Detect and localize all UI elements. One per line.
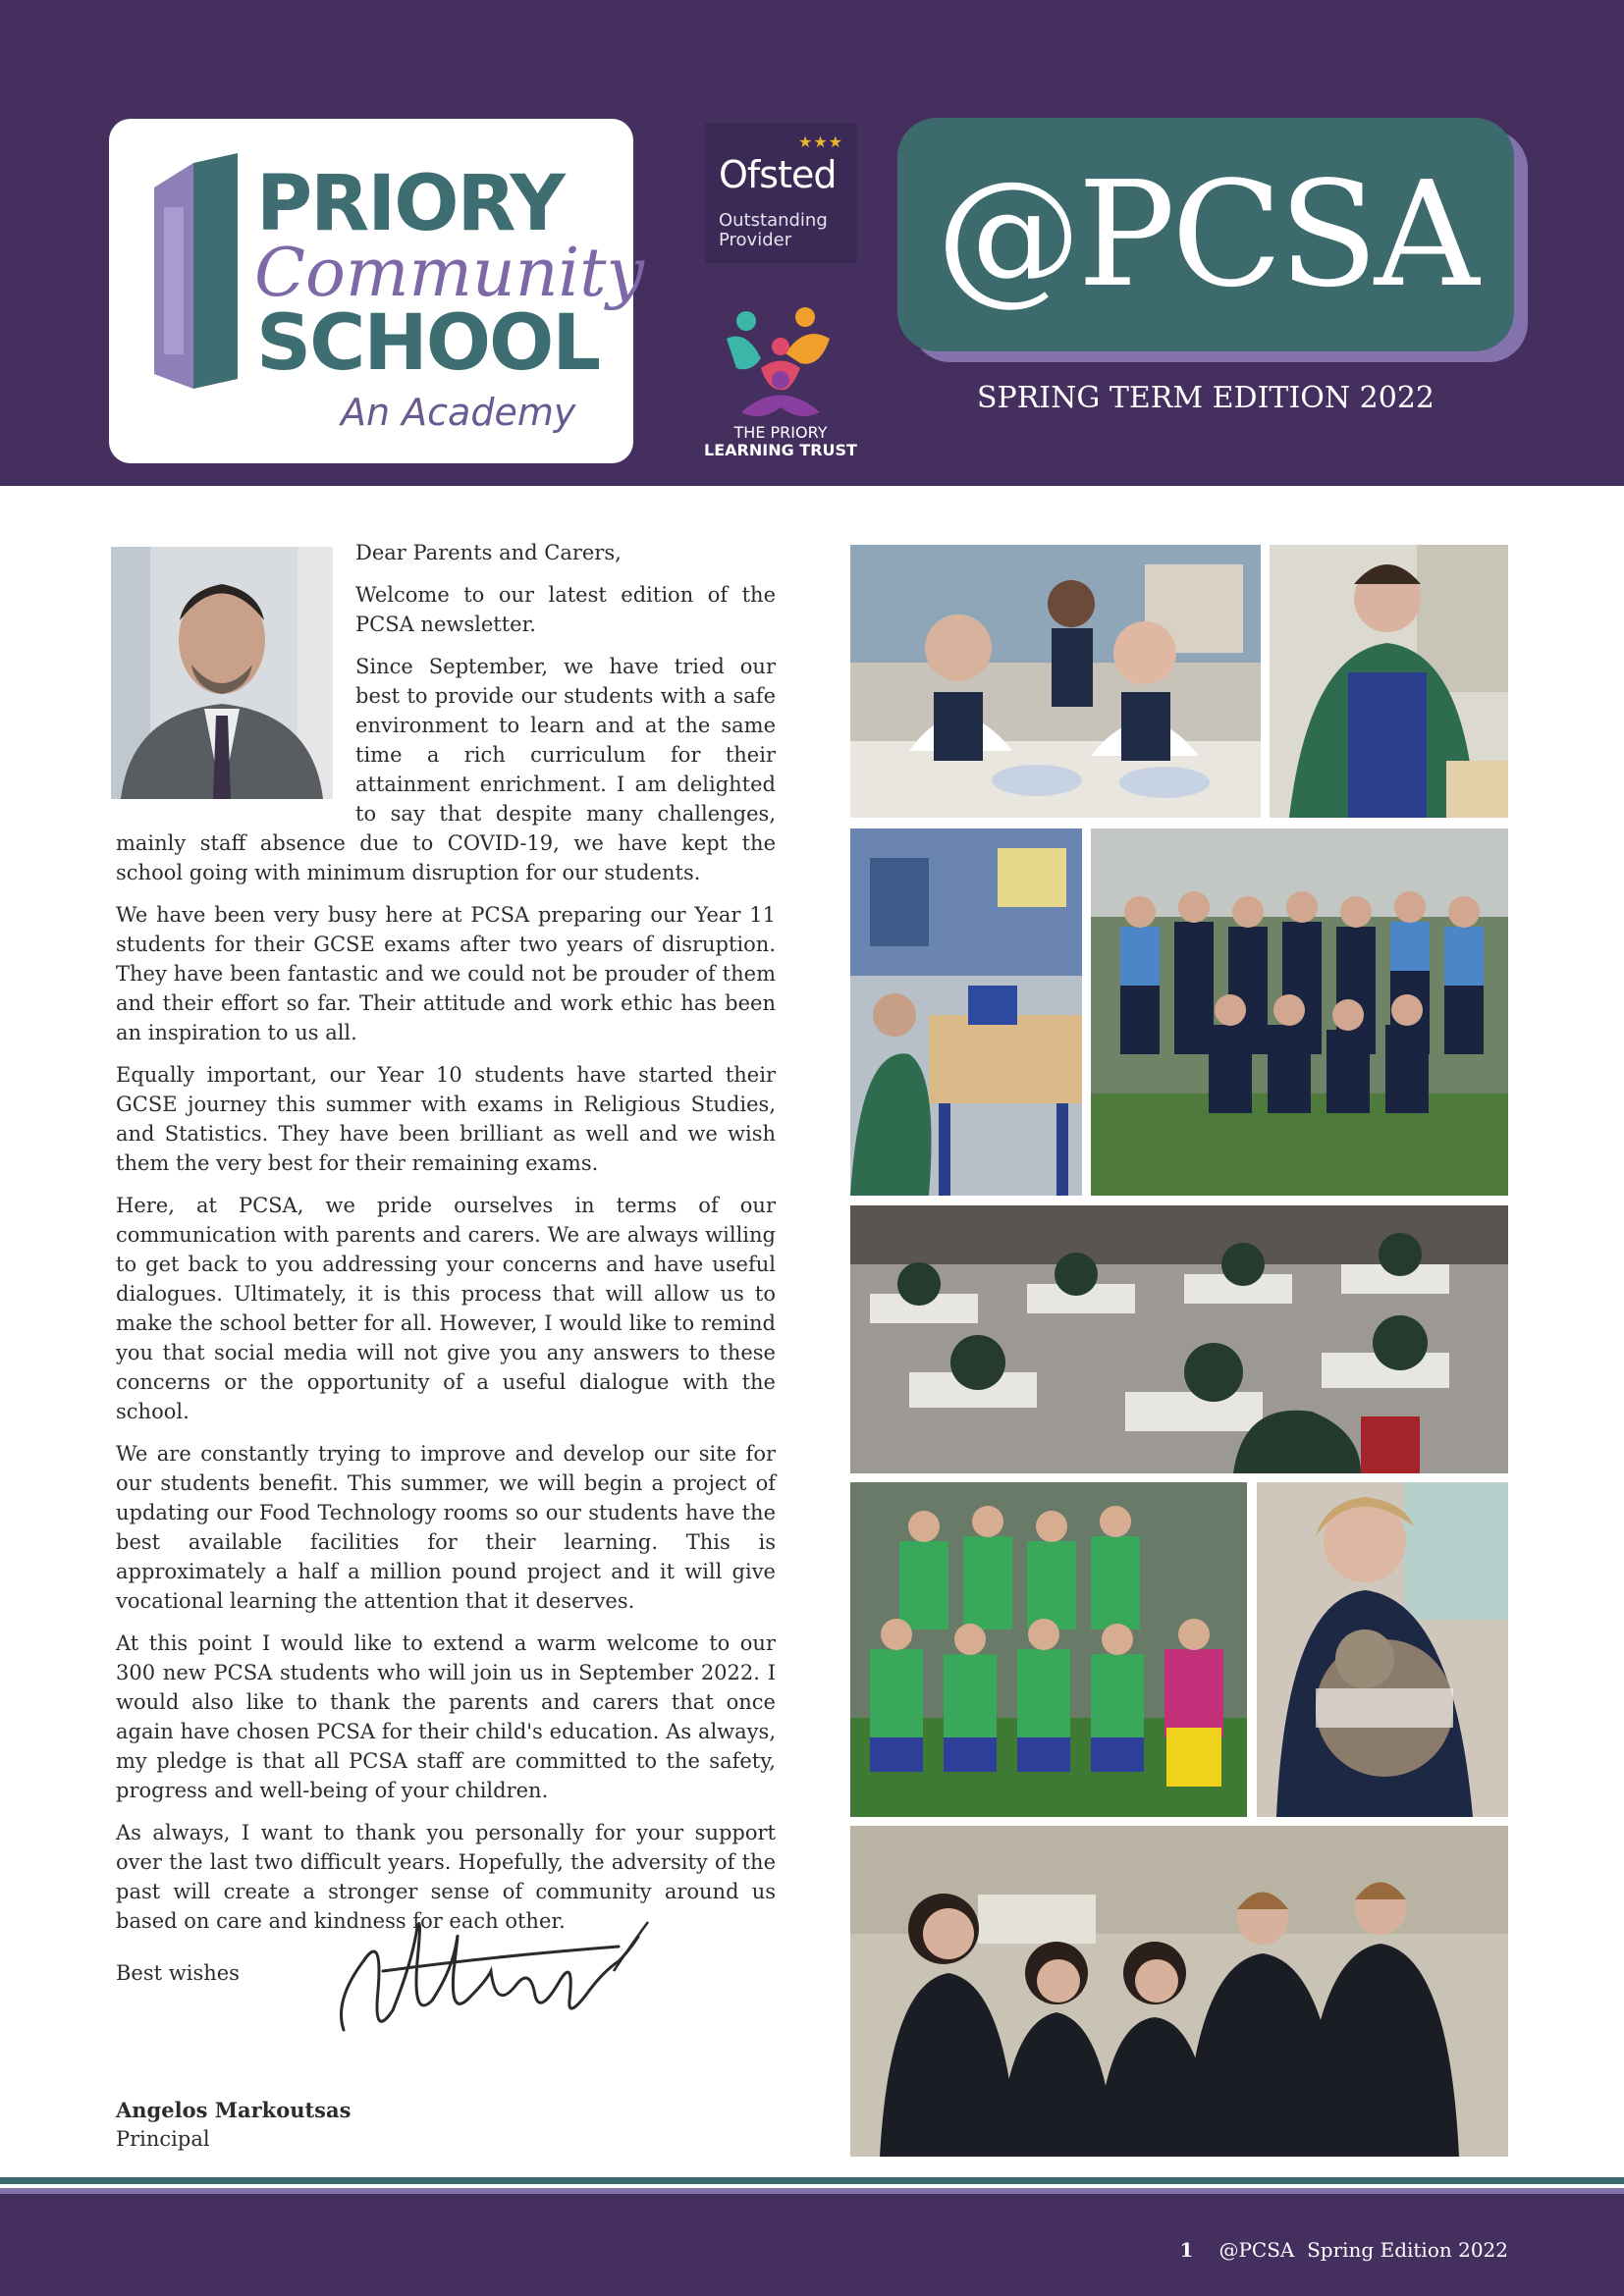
- photo-workshop: [850, 828, 1082, 1196]
- logo-community-text: Community: [254, 235, 645, 312]
- logo-tagline: An Academy: [341, 391, 576, 434]
- masthead-title-box: [897, 118, 1514, 351]
- photo-hockey-team: [1091, 828, 1508, 1196]
- footer-stripe-teal: [0, 2177, 1624, 2184]
- page-number: 1: [1179, 2238, 1194, 2262]
- ofsted-badge: [705, 123, 857, 263]
- letter-paragraph: Welcome to our latest edition of the PCSA newsletter.: [355, 583, 776, 636]
- footer-edition: @PCSA Spring Edition 2022: [1218, 2238, 1508, 2262]
- signatory-name: Angelos Markoutsas: [116, 2098, 352, 2122]
- letter-greeting: Dear Parents and Carers,: [355, 541, 622, 564]
- letter-paragraph: At this point I would like to extend a warm welcome to our 300 new PCSA students who will join us in September 2022. I would also like to thank the parents and carers that once again have chosen PCSA for their child's education. As always, my pledge is that all PCSA staff are committed to the safety, progress and well-being of your children.: [116, 1631, 776, 1802]
- letter-closing: Best wishes: [116, 1961, 240, 1985]
- masthead-title: @PCSA: [936, 150, 1476, 319]
- letter-paragraph: Since September, we have tried our best to provide our students with a safe environment to learn and at the same time a rich curriculum for their attainment enrichment. I am delighted to say that despite many challenges, mainly staff absence due to COVID-19, we have kept the school going with minimum disruption for our students.: [116, 655, 776, 884]
- footer-label: [1180, 2238, 1508, 2262]
- ofsted-stars-icon: ★★★: [797, 133, 843, 151]
- edition-label: SPRING TERM EDITION 2022: [976, 381, 1435, 415]
- photo-group-hoodies: [850, 1826, 1508, 2157]
- letter-paragraph: Here, at PCSA, we pride ourselves in terms of our communication with parents and carers. We are always willing to get back to you addressing your concerns and have useful dialogues. Ultimately, it is this process that will allow us to make the school better for all. However, I would like to remind you that social media will not give you any answers to these concerns or the opportunity of a useful dialogue with the school.: [116, 1194, 776, 1423]
- photo-exam-hall: [850, 1205, 1508, 1473]
- letter-paragraph: We have been very busy here at PCSA preparing our Year 11 students for their GCSE exams after two years of disruption. They have been fantastic and we could not be prouder of them and their effort so far. Their attitude and work ethic has been an inspiration to us all.: [116, 903, 776, 1044]
- photo-student-with-dog: [1257, 1482, 1508, 1817]
- ofsted-rating: [719, 211, 828, 250]
- letter-paragraph: Equally important, our Year 10 students have started their GCSE journey this summer with exams in Religious Studies, and Statistics. They have been brilliant as well and we wish them the very best for their remaining exams.: [116, 1063, 776, 1175]
- signatory-role: Principal: [116, 2127, 210, 2151]
- photo-woodwork-student: [1270, 545, 1508, 818]
- ofsted-rating-line1: Outstanding: [719, 210, 828, 231]
- ofsted-rating-line2: Provider: [719, 230, 792, 250]
- principal-letter: [116, 538, 776, 1949]
- letter-paragraph: We are constantly trying to improve and develop our site for our students benefit. This summer, we will begin a project of updating our Food Technology rooms so our students have the best available facilities for their learning. This is approximately a half a million pound project and it will give vocational learning the attention that it deserves.: [116, 1442, 776, 1613]
- door-logo-icon: [144, 148, 252, 394]
- signature-image: [324, 1902, 658, 2059]
- photo-football-team: [850, 1482, 1247, 1817]
- trust-name-line1: THE PRIORY: [733, 423, 828, 442]
- photo-food-technology: [850, 545, 1261, 818]
- school-logo: [109, 119, 645, 463]
- trust-name: [687, 424, 874, 459]
- trust-figures-icon: [707, 299, 854, 427]
- letter-paragraph: As always, I want to thank you personally for your support over the last two difficult years. Hopefully, the adversity of the past will create a stronger sense of community around us based on care and kindness for each other.: [116, 1821, 776, 1933]
- ofsted-title: Ofsted: [719, 153, 837, 196]
- logo-school-text: SCHOOL: [256, 299, 600, 388]
- logo-priory-text: PRIORY: [256, 160, 564, 248]
- trust-name-line2: LEARNING TRUST: [704, 441, 857, 459]
